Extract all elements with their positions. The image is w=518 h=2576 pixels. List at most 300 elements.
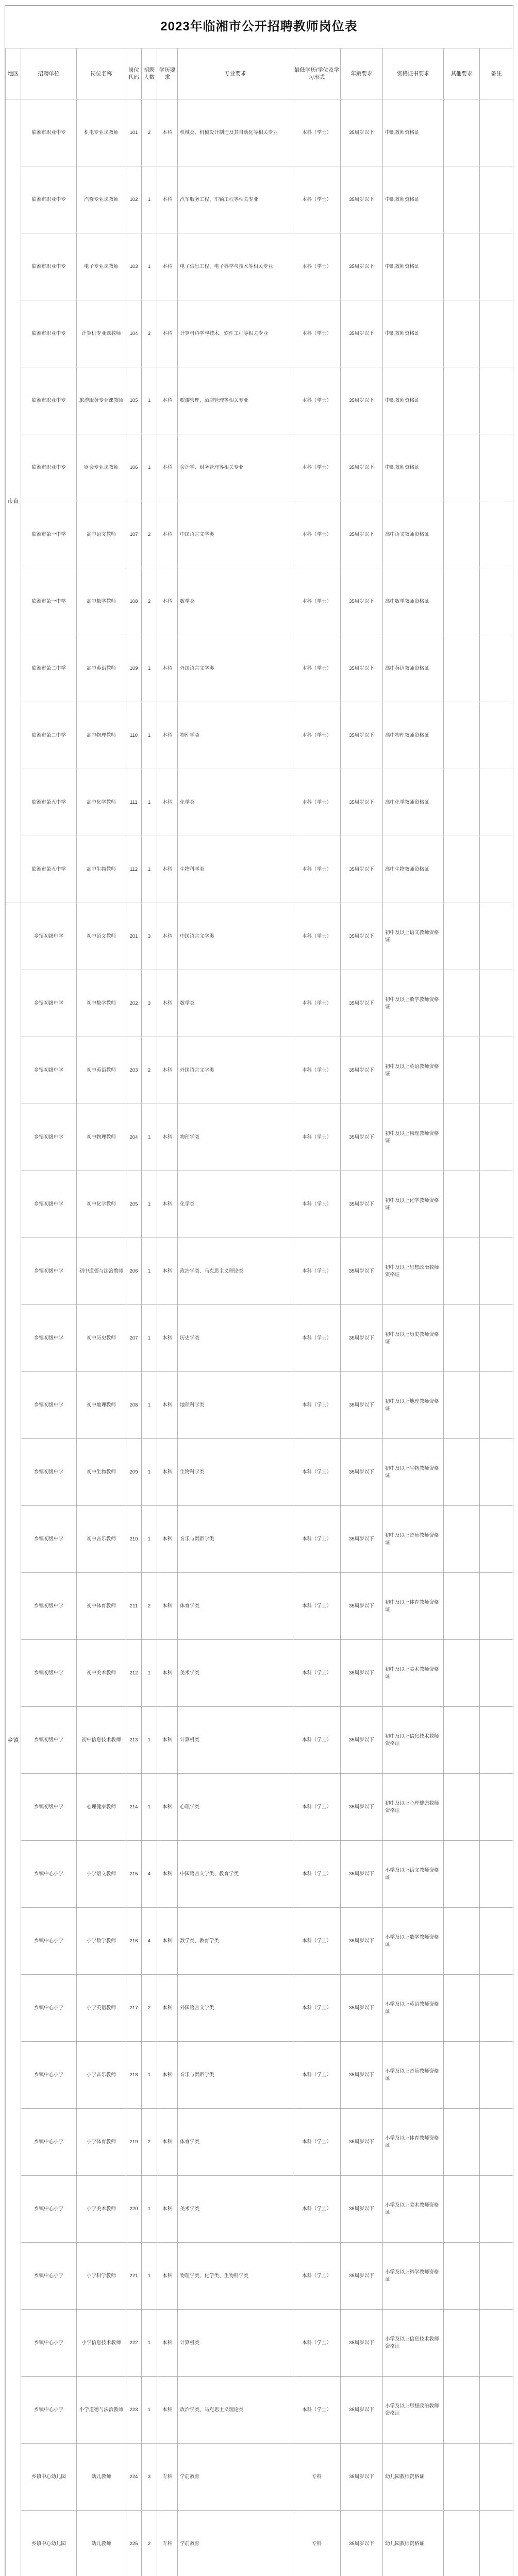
table-cell: 1 xyxy=(142,1774,157,1841)
table-cell: 217 xyxy=(126,1975,142,2042)
table-cell: 生物科学类 xyxy=(178,1439,293,1506)
table-cell: 1 xyxy=(142,367,157,434)
table-cell: 小学体育教师 xyxy=(77,2109,126,2176)
column-header: 专业要求 xyxy=(178,48,293,99)
table-cell: 专科 xyxy=(293,2444,341,2511)
table-cell: 机械类、机械设计制造及其自动化等相关专业 xyxy=(178,99,293,166)
table-cell: 数学类、教育学类 xyxy=(178,1908,293,1975)
table-cell: 小学及以上体育教师资格证 xyxy=(383,2109,444,2176)
table-cell: 初中及以上生物教师资格证 xyxy=(383,1439,444,1506)
table-cell: 1 xyxy=(142,1506,157,1573)
table-cell: 35周岁以下 xyxy=(341,1171,383,1238)
table-cell: 乡镇中心小学 xyxy=(21,2377,77,2444)
table-cell: 高中英语教师资格证 xyxy=(383,635,444,702)
table-cell: 初中地理教师 xyxy=(77,1372,126,1439)
table-cell: 小学及以上美术教师资格证 xyxy=(383,2176,444,2243)
table-cell: 初中及以上数学教师资格证 xyxy=(383,970,444,1037)
table-cell: 幼儿园教师资格证 xyxy=(383,2444,444,2511)
table-cell: 本科 xyxy=(157,1171,178,1238)
table-header-row xyxy=(6,48,513,99)
table-cell: 本科（学士） xyxy=(293,2042,341,2109)
table-cell: 乡镇中心小学 xyxy=(21,2109,77,2176)
table-cell: 中职教师资格证 xyxy=(383,434,444,501)
table-cell: 乡镇中心小学 xyxy=(21,2176,77,2243)
table-cell: 本科 xyxy=(157,2310,178,2377)
table-cell: 地理科学类 xyxy=(178,1372,293,1439)
table-cell: 乡镇初级中学 xyxy=(21,1506,77,1573)
table-cell: 215 xyxy=(126,1841,142,1908)
table-cell: 乡镇中心小学 xyxy=(21,2243,77,2310)
table-cell: 221 xyxy=(126,2243,142,2310)
table-cell: 本科（学士） xyxy=(293,970,341,1037)
table-cell xyxy=(444,1506,480,1573)
table-cell: 临湘市第二中学 xyxy=(21,635,77,702)
table-row xyxy=(6,1037,513,1104)
table-row xyxy=(6,1774,513,1841)
table-cell: 216 xyxy=(126,1908,142,1975)
table-cell: 35周岁以下 xyxy=(341,970,383,1037)
table-cell: 1 xyxy=(142,2176,157,2243)
table-cell xyxy=(444,702,480,769)
table-cell xyxy=(444,1372,480,1439)
table-cell: 本科（学士） xyxy=(293,1774,341,1841)
table-cell: 乡镇初级中学 xyxy=(21,1640,77,1707)
table-cell: 210 xyxy=(126,1506,142,1573)
table-cell xyxy=(480,2310,513,2377)
table-cell: 电子专业课教师 xyxy=(77,233,126,300)
table-cell: 乡镇中心幼儿园 xyxy=(21,2444,77,2511)
table-cell xyxy=(444,166,480,233)
table-cell: 35周岁以下 xyxy=(341,2511,383,2576)
table-cell: 35周岁以下 xyxy=(341,300,383,367)
table-cell: 外国语言文学类 xyxy=(178,1037,293,1104)
table-cell xyxy=(444,2243,480,2310)
table-cell: 本科（学士） xyxy=(293,568,341,635)
table-cell: 本科（学士） xyxy=(293,2243,341,2310)
table-cell: 计算机类 xyxy=(178,1707,293,1774)
table-cell: 初中语文教师 xyxy=(77,903,126,970)
table-cell xyxy=(480,903,513,970)
table-cell: 高中数学教师资格证 xyxy=(383,568,444,635)
table-cell: 35周岁以下 xyxy=(341,367,383,434)
table-cell: 本科（学士） xyxy=(293,1037,341,1104)
table-row xyxy=(6,99,513,166)
table-cell: 本科 xyxy=(157,1774,178,1841)
table-cell xyxy=(444,2310,480,2377)
table-cell: 本科 xyxy=(157,836,178,903)
table-cell: 小学及以上信息技术教师资格证 xyxy=(383,2310,444,2377)
table-cell: 1 xyxy=(142,1372,157,1439)
table-cell: 物理学类 xyxy=(178,702,293,769)
table-row xyxy=(6,501,513,568)
table-cell xyxy=(480,1908,513,1975)
table-cell: 临湘市第二中学 xyxy=(21,702,77,769)
table-cell xyxy=(444,769,480,836)
table-cell: 高中化学教师资格证 xyxy=(383,769,444,836)
table-cell: 1 xyxy=(142,635,157,702)
table-cell xyxy=(480,1104,513,1171)
table-cell: 乡镇初级中学 xyxy=(21,1774,77,1841)
table-cell: 208 xyxy=(126,1372,142,1439)
table-cell xyxy=(480,2176,513,2243)
table-cell xyxy=(480,233,513,300)
table-row xyxy=(6,2310,513,2377)
table-cell: 初中化学教师 xyxy=(77,1171,126,1238)
table-cell: 本科 xyxy=(157,233,178,300)
table-cell: 本科（学士） xyxy=(293,1506,341,1573)
table-cell: 电子信息工程、电子科学与技术等相关专业 xyxy=(178,233,293,300)
table-cell: 音乐与舞蹈学类 xyxy=(178,2042,293,2109)
table-cell: 专科 xyxy=(157,2511,178,2576)
table-cell: 35周岁以下 xyxy=(341,2176,383,2243)
table-cell: 219 xyxy=(126,2109,142,2176)
table-cell: 1 xyxy=(142,1707,157,1774)
table-cell xyxy=(444,635,480,702)
table-cell: 初中及以上信息技术教师资格证 xyxy=(383,1707,444,1774)
table-cell: 本科（学士） xyxy=(293,903,341,970)
table-row xyxy=(6,2109,513,2176)
table-cell: 35周岁以下 xyxy=(341,99,383,166)
table-cell: 乡镇初级中学 xyxy=(21,1104,77,1171)
table-cell: 110 xyxy=(126,702,142,769)
table-cell: 211 xyxy=(126,1573,142,1640)
table-cell: 高中英语教师 xyxy=(77,635,126,702)
table-cell: 109 xyxy=(126,635,142,702)
table-cell xyxy=(444,2444,480,2511)
table-row xyxy=(6,1573,513,1640)
table-row xyxy=(6,1238,513,1305)
table-cell: 本科（学士） xyxy=(293,1841,341,1908)
table-cell xyxy=(480,1640,513,1707)
table-cell: 小学音乐教师 xyxy=(77,2042,126,2109)
table-cell: 初中及以上美术教师资格证 xyxy=(383,1640,444,1707)
table-row xyxy=(6,1372,513,1439)
table-cell: 1 xyxy=(142,1171,157,1238)
table-cell: 计算机类 xyxy=(178,2310,293,2377)
table-cell xyxy=(444,501,480,568)
table-cell: 35周岁以下 xyxy=(341,2310,383,2377)
table-cell: 本科 xyxy=(157,434,178,501)
table-cell xyxy=(444,1439,480,1506)
table-cell: 1 xyxy=(142,2042,157,2109)
table-cell: 数学类 xyxy=(178,568,293,635)
table-cell: 35周岁以下 xyxy=(341,702,383,769)
table-row xyxy=(6,2243,513,2310)
table-row xyxy=(6,769,513,836)
table-cell: 35周岁以下 xyxy=(341,1573,383,1640)
table-cell: 乡镇初级中学 xyxy=(21,1573,77,1640)
table-cell xyxy=(480,2377,513,2444)
table-cell: 1 xyxy=(142,1305,157,1372)
table-cell: 103 xyxy=(126,233,142,300)
table-cell xyxy=(444,1841,480,1908)
table-cell xyxy=(480,434,513,501)
table-cell: 学前教育 xyxy=(178,2444,293,2511)
area-cell: 乡镇 xyxy=(6,903,21,2576)
table-cell: 化学类 xyxy=(178,1171,293,1238)
table-cell xyxy=(444,1171,480,1238)
table-cell: 本科（学士） xyxy=(293,836,341,903)
table-row xyxy=(6,1506,513,1573)
table-cell: 临湘市第一中学 xyxy=(21,568,77,635)
table-cell: 209 xyxy=(126,1439,142,1506)
table-cell: 临湘市职业中专 xyxy=(21,99,77,166)
table-cell xyxy=(480,1372,513,1439)
table-cell: 乡镇初级中学 xyxy=(21,1037,77,1104)
table-cell: 本科 xyxy=(157,769,178,836)
table-cell: 1 xyxy=(142,836,157,903)
table-cell: 本科（学士） xyxy=(293,1104,341,1171)
table-cell: 高中语文教师 xyxy=(77,501,126,568)
table-cell: 本科（学士） xyxy=(293,1707,341,1774)
table-cell: 35周岁以下 xyxy=(341,166,383,233)
table-cell: 美术学类 xyxy=(178,1640,293,1707)
table-cell: 本科 xyxy=(157,702,178,769)
table-cell: 高中物理教师 xyxy=(77,702,126,769)
table-row xyxy=(6,367,513,434)
table-cell: 乡镇中心小学 xyxy=(21,2042,77,2109)
table-cell: 旅游服务专业课教师 xyxy=(77,367,126,434)
table-cell xyxy=(444,2109,480,2176)
table-cell: 207 xyxy=(126,1305,142,1372)
table-cell: 4 xyxy=(142,1841,157,1908)
table-cell: 203 xyxy=(126,1037,142,1104)
table-cell: 临湘市第一中学 xyxy=(21,501,77,568)
table-row xyxy=(6,903,513,970)
table-cell: 2 xyxy=(142,300,157,367)
table-cell: 初中及以上物理教师资格证 xyxy=(383,1104,444,1171)
table-cell: 初中美术教师 xyxy=(77,1640,126,1707)
table-cell: 化学类 xyxy=(178,769,293,836)
table-cell: 本科（学士） xyxy=(293,233,341,300)
table-cell: 35周岁以下 xyxy=(341,1439,383,1506)
table-cell: 218 xyxy=(126,2042,142,2109)
table-cell: 本科 xyxy=(157,1439,178,1506)
table-cell: 物理学类 xyxy=(178,1104,293,1171)
table-cell: 临湘市第五中学 xyxy=(21,836,77,903)
table-cell: 本科 xyxy=(157,1975,178,2042)
table-cell: 音乐与舞蹈学类 xyxy=(178,1506,293,1573)
table-cell xyxy=(444,1573,480,1640)
table-row xyxy=(6,1104,513,1171)
table-cell xyxy=(480,1707,513,1774)
table-cell: 本科 xyxy=(157,166,178,233)
table-cell: 213 xyxy=(126,1707,142,1774)
table-cell: 初中及以上语文教师资格证 xyxy=(383,903,444,970)
table-cell: 初中生物教师 xyxy=(77,1439,126,1506)
table-row xyxy=(6,1975,513,2042)
table-cell xyxy=(480,2243,513,2310)
table-cell xyxy=(444,2377,480,2444)
table-cell: 35周岁以下 xyxy=(341,769,383,836)
table-cell: 35周岁以下 xyxy=(341,2243,383,2310)
table-cell: 小学数学教师 xyxy=(77,1908,126,1975)
table-cell: 小学及以上数学教师资格证 xyxy=(383,1908,444,1975)
table-cell: 108 xyxy=(126,568,142,635)
table-cell xyxy=(480,970,513,1037)
table-cell: 中职教师资格证 xyxy=(383,99,444,166)
table-cell: 初中道德与法治教师 xyxy=(77,1238,126,1305)
table-cell: 3 xyxy=(142,903,157,970)
table-cell: 专科 xyxy=(293,2511,341,2576)
table-cell: 初中物理教师 xyxy=(77,1104,126,1171)
table-cell: 初中及以上体育教师资格证 xyxy=(383,1573,444,1640)
table-cell xyxy=(480,1305,513,1372)
table-cell: 本科（学士） xyxy=(293,1573,341,1640)
table-row xyxy=(6,1305,513,1372)
table-cell: 计算机专业课教师 xyxy=(77,300,126,367)
table-cell: 临湘市第五中学 xyxy=(21,769,77,836)
table-cell xyxy=(444,1640,480,1707)
table-cell: 临湘市职业中专 xyxy=(21,166,77,233)
table-cell: 会计学、财务管理等相关专业 xyxy=(178,434,293,501)
table-cell: 204 xyxy=(126,1104,142,1171)
table-cell: 1 xyxy=(142,166,157,233)
table-cell: 初中体育教师 xyxy=(77,1573,126,1640)
table-cell: 1 xyxy=(142,769,157,836)
table-cell: 本科 xyxy=(157,1908,178,1975)
table-cell: 高中生物教师资格证 xyxy=(383,836,444,903)
table-cell xyxy=(480,99,513,166)
table-cell: 高中物理教师资格证 xyxy=(383,702,444,769)
column-header: 岗位代码 xyxy=(126,48,142,99)
table-cell: 本科（学士） xyxy=(293,501,341,568)
table-cell: 35周岁以下 xyxy=(341,568,383,635)
table-cell xyxy=(444,836,480,903)
table-cell: 本科 xyxy=(157,1037,178,1104)
table-cell: 乡镇中心小学 xyxy=(21,2310,77,2377)
table-cell xyxy=(444,970,480,1037)
table-cell xyxy=(480,2511,513,2576)
table-cell: 本科（学士） xyxy=(293,769,341,836)
table-cell: 初中及以上音乐教师资格证 xyxy=(383,1506,444,1573)
table-cell xyxy=(480,1238,513,1305)
table-cell: 高中数学教师 xyxy=(77,568,126,635)
table-cell xyxy=(480,1037,513,1104)
table-cell: 本科 xyxy=(157,1506,178,1573)
column-header: 最低学历/学位及学习形式 xyxy=(293,48,341,99)
column-header: 其他要求 xyxy=(444,48,480,99)
table-cell xyxy=(444,300,480,367)
table-cell: 乡镇中心小学 xyxy=(21,1841,77,1908)
table-cell: 本科（学士） xyxy=(293,1372,341,1439)
table-cell: 乡镇初级中学 xyxy=(21,903,77,970)
table-cell: 学前教育 xyxy=(178,2511,293,2576)
table-cell: 本科（学士） xyxy=(293,99,341,166)
table-cell: 本科（学士） xyxy=(293,367,341,434)
table-cell: 111 xyxy=(126,769,142,836)
table-cell: 小学美术教师 xyxy=(77,2176,126,2243)
table-cell: 102 xyxy=(126,166,142,233)
table-cell: 旅游管理、酒店管理等相关专业 xyxy=(178,367,293,434)
table-cell: 乡镇初级中学 xyxy=(21,1439,77,1506)
table-cell: 临湘市职业中专 xyxy=(21,367,77,434)
table-cell xyxy=(480,702,513,769)
table-cell: 104 xyxy=(126,300,142,367)
table-row xyxy=(6,970,513,1037)
table-row xyxy=(6,836,513,903)
table-cell: 212 xyxy=(126,1640,142,1707)
table-cell: 3 xyxy=(142,970,157,1037)
table-row xyxy=(6,300,513,367)
table-cell: 35周岁以下 xyxy=(341,2042,383,2109)
table-cell: 中国语言文学类 xyxy=(178,903,293,970)
table-cell: 35周岁以下 xyxy=(341,1707,383,1774)
table-cell: 小学英语教师 xyxy=(77,1975,126,2042)
table-cell: 中职教师资格证 xyxy=(383,367,444,434)
table-cell: 外国语言文学类 xyxy=(178,635,293,702)
table-cell: 专科 xyxy=(157,2444,178,2511)
table-cell: 本科（学士） xyxy=(293,635,341,702)
table-cell xyxy=(480,300,513,367)
table-cell: 206 xyxy=(126,1238,142,1305)
table-cell xyxy=(444,568,480,635)
table-cell: 1 xyxy=(142,1238,157,1305)
table-cell: 35周岁以下 xyxy=(341,635,383,702)
table-row xyxy=(6,1841,513,1908)
table-cell: 本科（学士） xyxy=(293,2109,341,2176)
table-cell: 35周岁以下 xyxy=(341,1372,383,1439)
table-cell: 本科 xyxy=(157,99,178,166)
table-cell xyxy=(480,1975,513,2042)
table-cell: 乡镇初级中学 xyxy=(21,1171,77,1238)
table-cell: 体育学类 xyxy=(178,1573,293,1640)
table-cell: 35周岁以下 xyxy=(341,1305,383,1372)
table-cell: 政治学类、马克思主义理论类 xyxy=(178,1238,293,1305)
table-cell: 中职教师资格证 xyxy=(383,166,444,233)
recruitment-table xyxy=(5,48,513,2576)
table-cell: 1 xyxy=(142,2377,157,2444)
table-cell: 1 xyxy=(142,233,157,300)
table-cell: 心理健康教师 xyxy=(77,1774,126,1841)
table-cell: 101 xyxy=(126,99,142,166)
document-frame xyxy=(5,5,513,2576)
table-cell: 本科 xyxy=(157,1372,178,1439)
table-row xyxy=(6,702,513,769)
table-row xyxy=(6,1640,513,1707)
table-cell: 4 xyxy=(142,1908,157,1975)
table-cell: 224 xyxy=(126,2444,142,2511)
table-cell: 初中历史教师 xyxy=(77,1305,126,1372)
table-cell: 1 xyxy=(142,1640,157,1707)
table-cell xyxy=(480,1171,513,1238)
table-cell: 35周岁以下 xyxy=(341,1506,383,1573)
table-cell xyxy=(480,568,513,635)
table-cell: 本科（学士） xyxy=(293,702,341,769)
table-cell: 乡镇初级中学 xyxy=(21,1305,77,1372)
table-cell: 225 xyxy=(126,2511,142,2576)
table-cell: 202 xyxy=(126,970,142,1037)
table-cell: 本科 xyxy=(157,2042,178,2109)
table-cell: 中国语言文学类 xyxy=(178,501,293,568)
table-cell: 本科（学士） xyxy=(293,300,341,367)
table-cell xyxy=(480,1506,513,1573)
table-cell: 幼儿园教师资格证 xyxy=(383,2511,444,2576)
table-cell xyxy=(444,2042,480,2109)
table-cell: 本科 xyxy=(157,1238,178,1305)
table-cell: 本科 xyxy=(157,1104,178,1171)
table-cell xyxy=(444,1305,480,1372)
table-cell: 2 xyxy=(142,1975,157,2042)
table-cell: 35周岁以下 xyxy=(341,2109,383,2176)
table-cell: 初中及以上地理教师资格证 xyxy=(383,1372,444,1439)
table-cell: 财会专业课教师 xyxy=(77,434,126,501)
table-cell xyxy=(480,1573,513,1640)
table-cell: 1 xyxy=(142,1104,157,1171)
table-cell: 乡镇初级中学 xyxy=(21,970,77,1037)
table-cell: 汽修专业课教师 xyxy=(77,166,126,233)
table-cell xyxy=(444,99,480,166)
